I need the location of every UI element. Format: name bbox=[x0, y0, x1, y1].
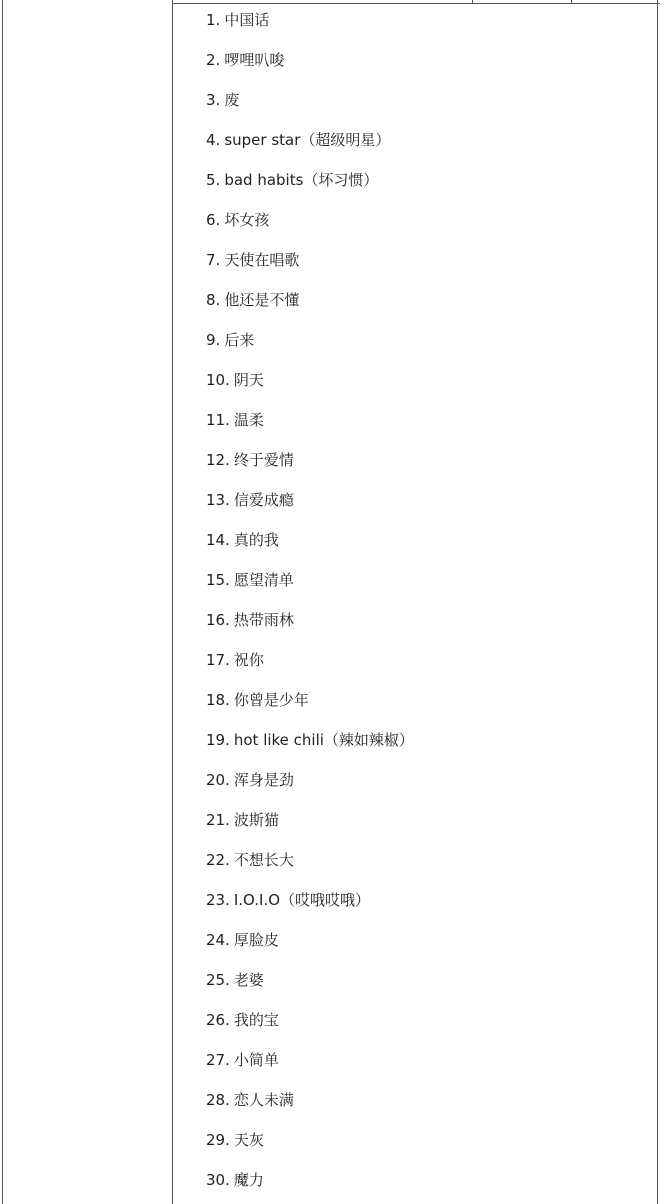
list-item bbox=[206, 370, 264, 390]
list-item bbox=[206, 210, 269, 230]
song-title: 天使在唱歌 bbox=[224, 251, 300, 269]
song-number: 17. bbox=[206, 651, 230, 669]
song-number: 8. bbox=[206, 291, 221, 309]
song-title: 恋人未满 bbox=[233, 1091, 294, 1109]
song-number: 22. bbox=[206, 851, 230, 869]
list-item bbox=[206, 130, 390, 150]
list-item bbox=[206, 570, 294, 590]
list-item bbox=[206, 650, 264, 670]
song-number: 10. bbox=[206, 371, 230, 389]
list-item bbox=[206, 10, 269, 30]
song-number: 24. bbox=[206, 931, 230, 949]
row-divider bbox=[173, 3, 660, 4]
list-item bbox=[206, 450, 294, 470]
song-number: 6. bbox=[206, 211, 221, 229]
column-divider bbox=[172, 0, 173, 1204]
song-title: 浑身是劲 bbox=[233, 771, 294, 789]
song-title: 信爱成瘾 bbox=[233, 491, 294, 509]
song-title: 愿望清单 bbox=[233, 571, 294, 589]
song-number: 26. bbox=[206, 1011, 230, 1029]
list-item bbox=[206, 490, 294, 510]
song-number: 1. bbox=[206, 11, 221, 29]
list-item bbox=[206, 1170, 264, 1190]
list-item bbox=[206, 530, 279, 550]
song-number: 27. bbox=[206, 1051, 230, 1069]
song-title: 后来 bbox=[224, 331, 255, 349]
list-item bbox=[206, 1130, 264, 1150]
song-title: 坏女孩 bbox=[224, 211, 270, 229]
list-item bbox=[206, 90, 239, 110]
song-title: 热带雨林 bbox=[233, 611, 294, 629]
song-title: 小简单 bbox=[233, 1051, 279, 1069]
song-number: 2. bbox=[206, 51, 221, 69]
list-item bbox=[206, 1010, 279, 1030]
list-item bbox=[206, 290, 299, 310]
song-title: 啰哩叭唆 bbox=[224, 51, 285, 69]
song-title: 终于爱情 bbox=[233, 451, 294, 469]
song-title: super star（超级明星） bbox=[224, 131, 391, 149]
song-number: 30. bbox=[206, 1171, 230, 1189]
list-item bbox=[206, 730, 414, 750]
list-item bbox=[206, 1050, 279, 1070]
list-item bbox=[206, 250, 299, 270]
song-title: 不想长大 bbox=[233, 851, 294, 869]
song-title: 真的我 bbox=[233, 531, 279, 549]
song-number: 23. bbox=[206, 891, 230, 909]
list-item bbox=[206, 1090, 294, 1110]
song-number: 25. bbox=[206, 971, 230, 989]
song-number: 11. bbox=[206, 411, 230, 429]
list-item bbox=[206, 930, 279, 950]
song-title: 你曾是少年 bbox=[233, 691, 309, 709]
song-title: bad habits（坏习惯） bbox=[224, 171, 379, 189]
list-item bbox=[206, 770, 294, 790]
song-title: 中国话 bbox=[224, 11, 270, 29]
song-title: I.O.I.O（哎哦哎哦） bbox=[233, 891, 371, 909]
song-title: 阴天 bbox=[233, 371, 264, 389]
song-title: 天灰 bbox=[233, 1131, 264, 1149]
song-number: 29. bbox=[206, 1131, 230, 1149]
song-number: 5. bbox=[206, 171, 221, 189]
list-item bbox=[206, 410, 264, 430]
list-item bbox=[206, 890, 370, 910]
song-number: 28. bbox=[206, 1091, 230, 1109]
song-title: 我的宝 bbox=[233, 1011, 279, 1029]
song-title: 老婆 bbox=[233, 971, 264, 989]
song-number: 4. bbox=[206, 131, 221, 149]
song-title: hot like chili（辣如辣椒） bbox=[233, 731, 414, 749]
song-title: 魔力 bbox=[233, 1171, 264, 1189]
song-number: 14. bbox=[206, 531, 230, 549]
list-item bbox=[206, 330, 254, 350]
song-title: 波斯猫 bbox=[233, 811, 279, 829]
list-item bbox=[206, 690, 309, 710]
song-number: 9. bbox=[206, 331, 221, 349]
list-item bbox=[206, 850, 294, 870]
song-number: 15. bbox=[206, 571, 230, 589]
song-title: 温柔 bbox=[233, 411, 264, 429]
song-title: 厚脸皮 bbox=[233, 931, 279, 949]
song-number: 3. bbox=[206, 91, 221, 109]
song-title: 废 bbox=[224, 91, 240, 109]
list-item bbox=[206, 810, 279, 830]
song-number: 21. bbox=[206, 811, 230, 829]
list-item bbox=[206, 970, 264, 990]
song-title: 祝你 bbox=[233, 651, 264, 669]
song-number: 18. bbox=[206, 691, 230, 709]
song-number: 7. bbox=[206, 251, 221, 269]
list-item bbox=[206, 50, 284, 70]
list-item bbox=[206, 170, 378, 190]
song-number: 19. bbox=[206, 731, 230, 749]
song-number: 13. bbox=[206, 491, 230, 509]
song-number: 16. bbox=[206, 611, 230, 629]
song-title: 他还是不懂 bbox=[224, 291, 300, 309]
song-number: 20. bbox=[206, 771, 230, 789]
list-item bbox=[206, 610, 294, 630]
song-number: 12. bbox=[206, 451, 230, 469]
